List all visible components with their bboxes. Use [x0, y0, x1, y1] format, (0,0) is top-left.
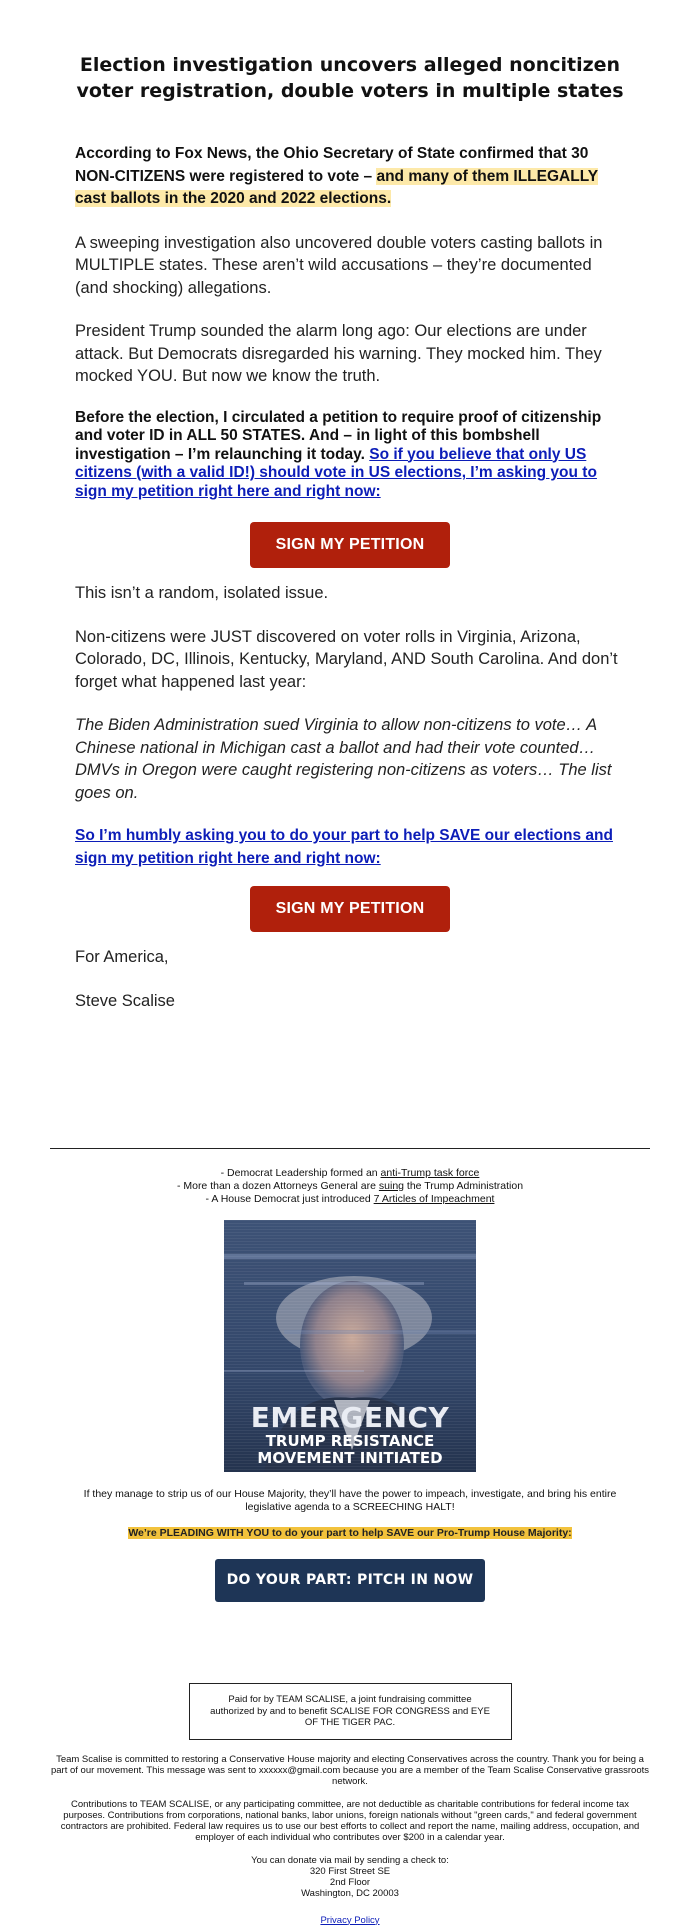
signoff: For America, [75, 948, 169, 966]
pitch-in-button[interactable]: DO YOUR PART: PITCH IN NOW [215, 1559, 485, 1602]
paragraph-investigation: A sweeping investigation also uncovered double voters casting ballots in MULTIPLE states. These aren’t wild accusations – they’re documented (and shocking) allegations. [75, 233, 603, 297]
footer-address [50, 1855, 650, 1899]
promo-highlight [0, 1527, 700, 1540]
donate-mail-text: You can donate via mail by sending a check to: [251, 1854, 449, 1866]
emergency-image-title: EMERGENCY [250, 1401, 450, 1434]
promo-bullet-2 [0, 1180, 700, 1193]
address-line-3: Washington, DC 20003 [301, 1887, 399, 1899]
footer-commitment: Team Scalise is committed to restoring a Conservative House majority and electing Conservatives across the country. Thank you for being a part of our movement. This message was sent to xxxxxx@gmail.com because you are a member of the Team Scalise Conservative grassroots network. [50, 1753, 650, 1787]
anti-trump-task-force-link[interactable]: anti-Trump task force [380, 1167, 480, 1179]
promo-bullet-1-text: - Democrat Leadership formed an [220, 1167, 381, 1179]
promo-bullets [0, 1167, 700, 1206]
headline: Election investigation uncovers alleged noncitizen voter registration, double voters in multiple states [76, 54, 624, 102]
promo-bullet-2-text: - More than a dozen Attorneys General are [176, 1180, 379, 1192]
emergency-image-subtitle-1: TRUMP RESISTANCE [265, 1432, 435, 1450]
address-line-2: 2nd Floor [329, 1876, 371, 1888]
emergency-image-subtitle [224, 1433, 476, 1467]
suing-link[interactable]: suing [378, 1180, 404, 1192]
emergency-image-subtitle-2: MOVEMENT INITIATED [257, 1449, 443, 1467]
petition-link-2[interactable]: So I’m humbly asking you to do your part to help SAVE our elections and sign my petition right here and right now: [75, 827, 613, 867]
footer-contributions: Contributions to TEAM SCALISE, or any participating committee, are not deductible as charitable contributions for federal income tax purposes. Contributions from corporations, national banks, labor unions, foreign nationals without "green cards," and federal government contractors are prohibited. Federal law requires us to use our best efforts to collect and report the name, mailing address, occupation, and employer of each individual who contributes over $200 in a calendar year. [60, 1798, 640, 1843]
signature: Steve Scalise [75, 991, 175, 1010]
promo-bullet-3-text: - A House Democrat just introduced [205, 1193, 374, 1205]
email-body [0, 143, 700, 1012]
promo-bullet-1 [0, 1167, 700, 1180]
paragraph-petition-intro [75, 409, 625, 502]
petition-button-wrap-2 [75, 886, 625, 932]
promo-bullet-2-suffix: the Trump Administration [404, 1180, 524, 1192]
paragraph-help-save [75, 825, 625, 870]
paid-for-box: Paid for by TEAM SCALISE, a joint fundraising committee authorized by and to benefit SCALISE FOR CONGRESS and EYE OF THE TIGER PAC. [189, 1683, 512, 1740]
petition-button-wrap-1 [75, 522, 625, 568]
promo-highlight-text: We’re PLEADING WITH YOU to do your part to help SAVE our Pro-Trump House Majority: [128, 1527, 572, 1539]
paragraph-voter-rolls: Non-citizens were JUST discovered on voter rolls in Virginia, Arizona, Colorado, DC, Illinois, Kentucky, Maryland, AND South Carolina. And don’t forget what happened last year: [75, 627, 618, 691]
privacy-policy-link[interactable]: Privacy Policy [320, 1914, 380, 1926]
petition-link-1[interactable]: So if you believe that only US citizens (with a valid ID!) should vote in US elections, I’m asking you to sign my petition right here and right now: [75, 445, 597, 500]
petition-intro-bold: Before the election, I circulated a petition to require proof of citizenship and voter ID in ALL 50 STATES. And – in light of this bombshell investigation – I’m relaunching it today. [75, 408, 602, 463]
lede-highlight-text: and many of them ILLEGALLY cast ballots in the 2020 and 2022 elections. [75, 167, 599, 207]
address-line-1: 320 First Street SE [309, 1865, 391, 1877]
emergency-promo-image[interactable] [224, 1220, 476, 1472]
lede-paragraph [75, 143, 625, 211]
paragraph-not-random: This isn’t a random, isolated issue. [75, 584, 329, 602]
paragraph-list-italic: The Biden Administration sued Virginia to allow non-citizens to vote… A Chinese national in Michigan cast a ballot and had their vote counted… DMVs in Oregon were caught registering non-citizens as voters… The list goes on. [75, 716, 612, 802]
pitch-in-button-wrap [0, 1559, 700, 1602]
lede-bold-text: According to Fox News, the Ohio Secretary of State confirmed that 30 NON-CITIZENS were registered to vote – [75, 145, 589, 185]
promo-paragraph: If they manage to strip us of our House Majority, they’ll have the power to impeach, investigate, and bring his entire legislative agenda to a SCREECHING HALT! [83, 1488, 617, 1513]
sign-petition-button-2[interactable]: SIGN MY PETITION [250, 886, 450, 932]
sign-petition-button-1[interactable]: SIGN MY PETITION [250, 522, 450, 568]
paragraph-trump-alarm: President Trump sounded the alarm long ago: Our elections are under attack. But Democrats disregarded his warning. They mocked him. They mocked YOU. But now we know the truth. [75, 322, 602, 385]
section-divider [50, 1148, 650, 1149]
privacy-wrap [50, 1915, 650, 1926]
articles-of-impeachment-link[interactable]: 7 Articles of Impeachment [373, 1193, 495, 1205]
promo-bullet-3 [0, 1193, 700, 1206]
